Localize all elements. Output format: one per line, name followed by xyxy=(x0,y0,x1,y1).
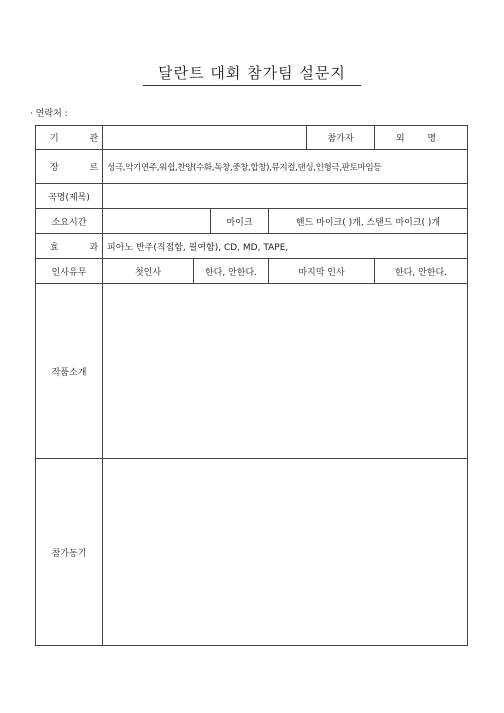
effects-value[interactable]: 피아노 반주(직접함, 필여함), CD, MD, TAPE, xyxy=(103,234,468,259)
song-title-field[interactable] xyxy=(103,184,468,209)
first-greeting-label: 첫인사 xyxy=(103,259,194,284)
mic-label: 마이크 xyxy=(211,209,269,234)
row-effects xyxy=(36,234,468,259)
first-greeting-value[interactable]: 한다, 안한다. xyxy=(194,259,269,284)
row-motive xyxy=(36,459,468,646)
row-genre xyxy=(36,150,468,184)
work-intro-field[interactable] xyxy=(103,284,468,459)
effects-label: 효 과 xyxy=(36,234,103,259)
org-value-field[interactable] xyxy=(103,126,307,150)
genre-label: 장 르 xyxy=(36,150,103,184)
greeting-label: 인사유무 xyxy=(36,259,103,284)
genre-value[interactable]: 성극,악기연주,워쉽,찬양(수화,독창,중창,합창),뮤지컬,댄싱,인형극,판토마임등 xyxy=(103,150,468,184)
last-greeting-label: 마지막 인사 xyxy=(269,259,375,284)
duration-label: 소요시간 xyxy=(36,209,103,234)
row-work-intro xyxy=(36,284,468,459)
participant-value-field[interactable]: 외 명 xyxy=(375,126,468,150)
survey-form-table xyxy=(35,125,468,646)
row-song-title xyxy=(36,184,468,209)
song-title-label: 곡명(제목) xyxy=(36,184,103,209)
mic-value-field[interactable]: 핸드 마이크( )개, 스탠드 마이크( )개 xyxy=(269,209,468,234)
work-intro-label: 작품소개 xyxy=(36,284,103,459)
row-organization xyxy=(36,126,468,150)
last-greeting-value[interactable]: 한다, 안한다. xyxy=(375,259,468,284)
participant-label: 참가자 xyxy=(307,126,375,150)
title-underline xyxy=(143,85,361,86)
row-duration xyxy=(36,209,468,234)
row-greeting xyxy=(36,259,468,284)
motive-label: 참가동기 xyxy=(36,459,103,646)
org-label: 기 관 xyxy=(36,126,103,150)
duration-field[interactable] xyxy=(103,209,211,234)
motive-field[interactable] xyxy=(103,459,468,646)
form-title: 달란트 대회 참가팀 설문지 xyxy=(158,64,346,82)
contact-label: · 연락처 : xyxy=(30,109,68,119)
